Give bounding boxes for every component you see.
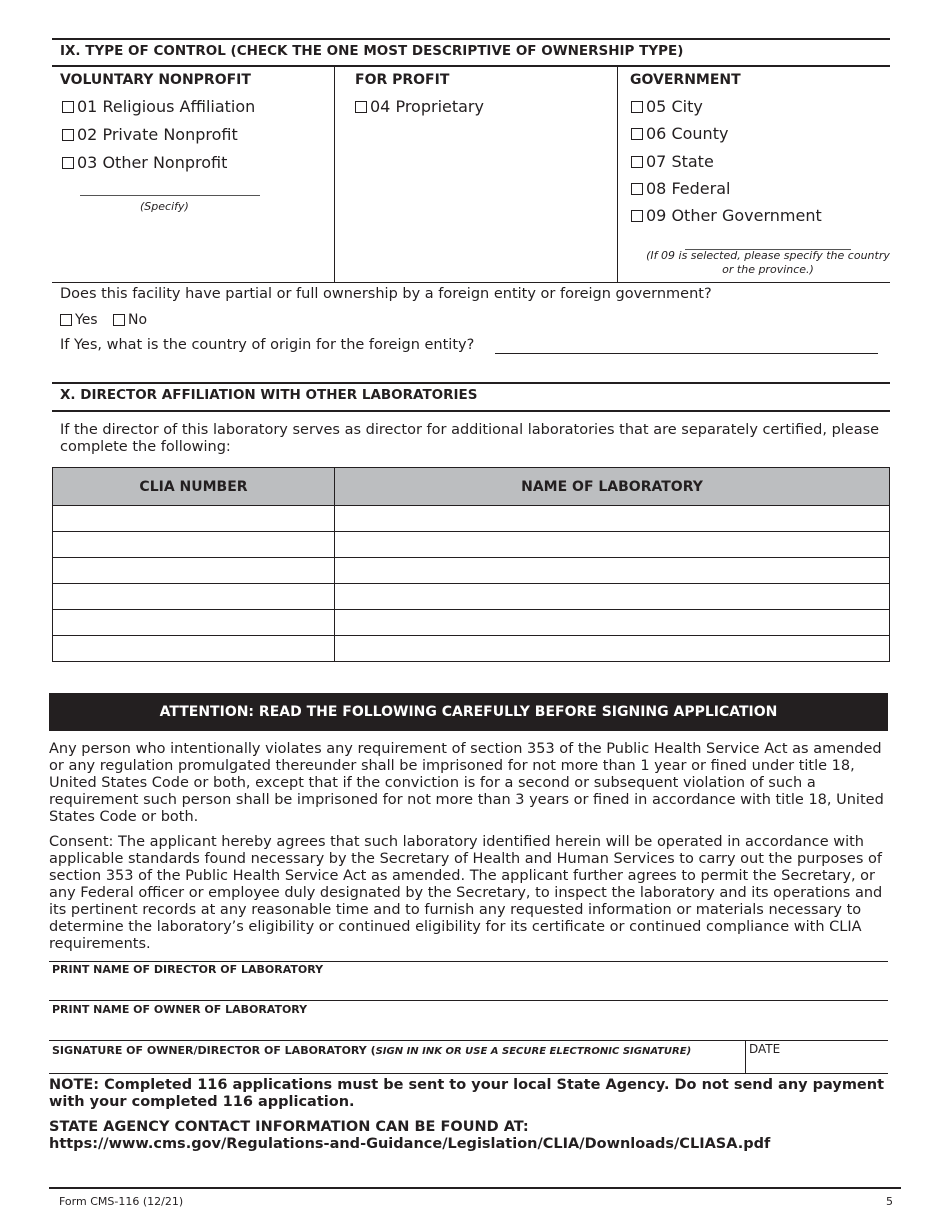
date-divider	[745, 1040, 746, 1073]
section9-col-divider-1	[334, 66, 335, 282]
option-state[interactable]: 07 State	[631, 152, 714, 171]
table-row	[53, 584, 890, 610]
checkbox[interactable]	[60, 314, 72, 326]
director-affiliation-table	[52, 467, 890, 662]
foreign-ownership-question: Does this facility have partial or full ownership by a foreign entity or foreign government?	[60, 286, 712, 302]
section9-bottom-rule	[52, 282, 890, 283]
director-name-rule	[49, 961, 888, 962]
checkbox[interactable]	[631, 128, 643, 140]
director-name-label: PRINT NAME OF DIRECTOR OF LABORATORY	[52, 963, 324, 976]
section9-header-rule	[52, 65, 890, 67]
voluntary-heading: VOLUNTARY NONPROFIT	[60, 72, 251, 88]
attention-banner: ATTENTION: READ THE FOLLOWING CAREFULLY BEFORE SIGNING APPLICATION	[49, 693, 888, 731]
lab-name-cell[interactable]	[335, 532, 890, 558]
clia-number-cell[interactable]	[53, 532, 335, 558]
checkbox[interactable]	[113, 314, 125, 326]
table-header-row	[53, 468, 890, 506]
option-proprietary[interactable]: 04 Proprietary	[355, 97, 484, 116]
country-origin-input-line[interactable]	[495, 353, 878, 354]
option-no[interactable]: No	[113, 312, 147, 328]
option-yes[interactable]: Yes	[60, 312, 98, 328]
government-note-line1: (If 09 is selected, please specify the country	[646, 249, 890, 262]
attention-paragraph-1: Any person who intentionally violates any requirement of section 353 of the Public Health Service Act as amended or any regulation promulgated thereunder shall be imprisoned for not more than 1 year or fined under title 18, United States Code or both, except that if the conviction is for a second or subsequent violation of such a requirement such person shall be imprisoned for not more than 3 years or fined in accordance with title 18, United States Code or both.	[49, 741, 884, 825]
lab-name-cell[interactable]	[335, 610, 890, 636]
section9-top-rule	[52, 38, 890, 40]
lab-name-cell[interactable]	[335, 558, 890, 584]
section10-title: X. DIRECTOR AFFILIATION WITH OTHER LABORATORIES	[60, 387, 478, 403]
form-id: Form CMS-116 (12/21)	[59, 1195, 184, 1208]
signature-label	[52, 1044, 691, 1057]
option-private-nonprofit[interactable]: 02 Private Nonprofit	[62, 125, 238, 144]
clia-number-cell[interactable]	[53, 584, 335, 610]
clia-number-cell[interactable]	[53, 610, 335, 636]
specify-label: (Specify)	[140, 200, 189, 213]
lab-name-header: NAME OF LABORATORY	[335, 468, 890, 506]
country-origin-question: If Yes, what is the country of origin for the foreign entity?	[60, 337, 475, 353]
attention-paragraph-2: Consent: The applicant hereby agrees that such laboratory identified herein will be operated in accordance with applicable standards found necessary by the Secretary of Health and Human Services to carry out the purposes of section 353 of the Public Health Service Act as amended. The applicant further agrees to permit the Secretary, or any Federal officer or employee duly designated by the Secretary, to inspect the laboratory and its operations and its pertinent records at any reasonable time and to furnish any requested information or materials necessary to determine the laboratory’s eligibility or continued eligibility for its certificate or continued compliance with CLIA requirements.	[49, 834, 883, 952]
government-heading: GOVERNMENT	[630, 72, 741, 88]
submission-note: NOTE: Completed 116 applications must be sent to your local State Agency. Do not send any payment with your completed 116 application.	[49, 1077, 885, 1110]
owner-name-label: PRINT NAME OF OWNER OF LABORATORY	[52, 1003, 308, 1016]
option-federal[interactable]: 08 Federal	[631, 179, 730, 198]
checkbox[interactable]	[62, 157, 74, 169]
section10-top-rule	[52, 382, 890, 384]
option-other-government[interactable]: 09 Other Government	[631, 206, 822, 225]
forprofit-heading: FOR PROFIT	[355, 72, 450, 88]
table-row	[53, 558, 890, 584]
option-religious-affiliation[interactable]: 01 Religious Affiliation	[62, 97, 255, 116]
option-county[interactable]: 06 County	[631, 124, 728, 143]
specify-input-line[interactable]	[80, 195, 260, 196]
checkbox[interactable]	[631, 183, 643, 195]
date-field[interactable]	[747, 1058, 887, 1072]
clia-number-cell[interactable]	[53, 506, 335, 532]
contact-info-link[interactable]: https://www.cms.gov/Regulations-and-Guidance/Legislation/CLIA/Downloads/CLIASA.pdf	[49, 1136, 771, 1152]
table-row	[53, 532, 890, 558]
option-city[interactable]: 05 City	[631, 97, 703, 116]
page-number: 5	[886, 1195, 893, 1208]
clia-number-cell[interactable]	[53, 636, 335, 662]
checkbox[interactable]	[62, 101, 74, 113]
checkbox[interactable]	[62, 129, 74, 141]
owner-name-rule	[49, 1000, 888, 1001]
clia-number-cell[interactable]	[53, 558, 335, 584]
signature-label-text: SIGNATURE OF OWNER/DIRECTOR OF LABORATORY (	[52, 1044, 376, 1057]
section10-header-rule	[52, 410, 890, 412]
checkbox[interactable]	[631, 210, 643, 222]
director-name-field[interactable]	[49, 977, 888, 999]
checkbox[interactable]	[631, 101, 643, 113]
lab-name-cell[interactable]	[335, 584, 890, 610]
footer-rule	[49, 1187, 901, 1189]
checkbox[interactable]	[631, 156, 643, 168]
lab-name-cell[interactable]	[335, 636, 890, 662]
checkbox[interactable]	[355, 101, 367, 113]
lab-name-cell[interactable]	[335, 506, 890, 532]
table-row	[53, 506, 890, 532]
government-note-line2: or the province.)	[722, 263, 814, 276]
table-row	[53, 610, 890, 636]
signature-rule	[49, 1040, 888, 1041]
owner-name-field[interactable]	[49, 1017, 888, 1039]
contact-info-heading: STATE AGENCY CONTACT INFORMATION CAN BE FOUND AT:	[49, 1119, 529, 1135]
option-other-nonprofit[interactable]: 03 Other Nonprofit	[62, 153, 227, 172]
clia-number-header: CLIA NUMBER	[53, 468, 335, 506]
section10-intro: If the director of this laboratory serves as director for additional laboratories that are separately certified, please complete the following:	[60, 422, 880, 455]
signature-bottom-rule	[49, 1073, 888, 1074]
section9-title: IX. TYPE OF CONTROL (CHECK THE ONE MOST DESCRIPTIVE OF OWNERSHIP TYPE)	[60, 43, 684, 59]
signature-field[interactable]	[49, 1058, 743, 1072]
date-label: DATE	[749, 1042, 781, 1056]
signature-note: SIGN IN INK OR USE A SECURE ELECTRONIC SIGNATURE)	[375, 1046, 692, 1057]
table-row	[53, 636, 890, 662]
